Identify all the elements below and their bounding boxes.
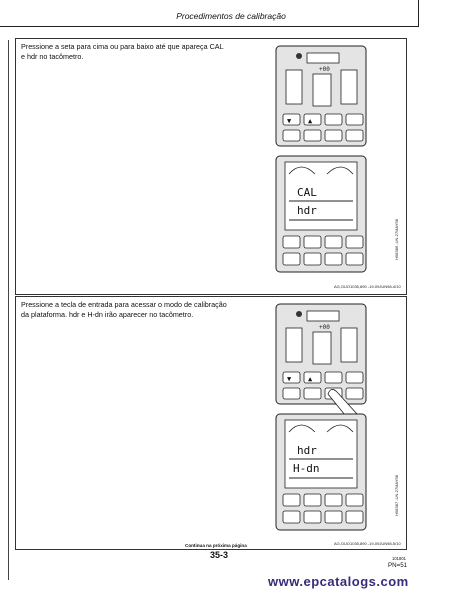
instruction-panel-1	[15, 38, 407, 295]
figure-code-2: H58387 -UN-27MAY98	[394, 475, 399, 516]
reference-code-2: AG,OUO1035,890 -19-09JUN98-5/10	[334, 541, 401, 546]
header-rule	[0, 26, 418, 27]
reference-code-1: AG,OUO1035,890 -19-09JUN98-4/10	[334, 284, 401, 289]
monitor-illustration-1	[271, 44, 371, 276]
instruction-panel-2	[15, 296, 407, 550]
display-line-2: hdr	[297, 204, 317, 217]
svg-text:▲: ▲	[308, 117, 313, 125]
left-margin-rule	[8, 40, 9, 580]
svg-text:▼: ▼	[287, 375, 292, 383]
svg-text:▲: ▲	[308, 375, 313, 383]
svg-text:+00: +00	[319, 66, 330, 73]
instruction-text-2: Pressione a tecla de entrada para acessar o modo de calibração da plataforma. hdr e H-dn irão aparecer no tacômetro.	[21, 300, 227, 319]
svg-text:+00: +00	[319, 324, 330, 331]
footer-code: 101801	[392, 556, 406, 561]
display-line-2: H-dn	[293, 462, 320, 475]
display-line-1: CAL	[297, 186, 317, 199]
svg-text:▼: ▼	[287, 117, 292, 125]
display-line-1: hdr	[297, 444, 317, 457]
watermark-link[interactable]: www.epcatalogs.com	[268, 574, 409, 589]
instruction-text-1: Pressione a seta para cima ou para baixo até que apareça CAL e hdr no tacômetro.	[21, 42, 224, 61]
page-number: 35-3	[210, 550, 229, 560]
page-header-title: Procedimentos de calibração	[176, 11, 286, 21]
footer-pn: PN=51	[388, 562, 408, 569]
continued-note: Continua na próxima página	[185, 543, 247, 548]
figure-code-1: H58386 -UN-27MAY98	[394, 219, 399, 260]
monitor-illustration-2	[271, 302, 371, 534]
